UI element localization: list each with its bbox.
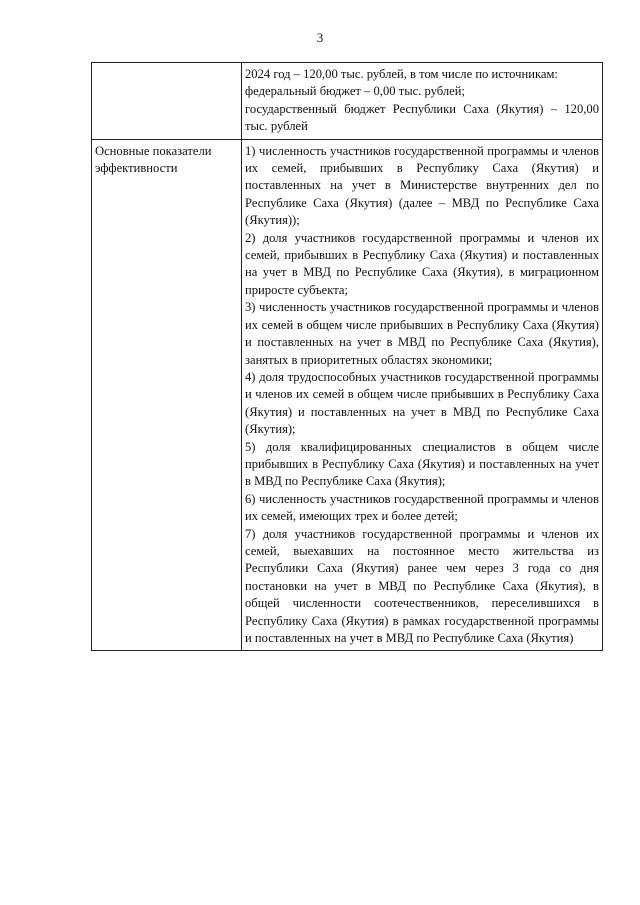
page-number: 3 [316, 30, 324, 45]
funding-line-total: 2024 год – 120,00 тыс. рублей, в том числе по источникам: [245, 67, 558, 81]
indicator-item-4: 4) доля трудоспособных участников государственной программы и членов их семей в общем числе прибывших в Республику Саха (Якутия) и поставленных на учет в МВД по Республике Саха (Якутия); [245, 369, 599, 437]
indicator-item-3: 3) численность участников государственной программы и членов их семей в общем числе прибывших в Республику Саха (Якутия) и поставленных на учет в МВД по Республике Саха (Якутия), занятых в приоритетных областях экономики; [245, 300, 599, 367]
indicator-item-7: 7) доля участников государственной программы и членов их семей, выехавших на постоянное место жительства из Республики Саха (Якутия) ранее чем через 3 года со дня постановки на учет в МВД по Республике Саха (Якутия), в общей численности соотечественников, переселившихся в Республику Саха (Якутия) в рамках государственной программы и поставленных на учет в МВД по Республике Саха (Якутия) [245, 526, 599, 645]
table-row-indicators [92, 139, 603, 651]
indicator-item-6: 6) численность участников государственной программы и членов их семей, имеющих трех и более детей; [245, 491, 599, 524]
funding-line-federal: федеральный бюджет – 0,00 тыс. рублей; [245, 84, 466, 99]
funding-line-regional: государственный бюджет Республики Саха (Якутия) – 120,00 тыс. рублей [245, 101, 599, 134]
row-value-funding [242, 63, 603, 140]
row-label [92, 63, 242, 140]
indicator-item-2: 2) доля участников государственной программы и членов их семей, прибывших в Республику Саха (Якутия) и поставленных на учет в МВД по Республике Саха (Якутия), в миграционном приросте субъекта; [245, 230, 599, 297]
program-passport-table [91, 62, 603, 651]
row-label-indicators: Основные показатели эффективности [92, 139, 242, 651]
indicator-item-1: 1) численность участников государственной программы и членов их семей, прибывших в Республику Саха (Якутия) и поставленных на учет в Министерстве внутренних дел по Республике Саха (Якутия) (далее – МВД по Республике Саха (Якутия)); [245, 143, 599, 228]
table-row-funding [92, 63, 603, 140]
indicator-item-5: 5) доля квалифицированных специалистов в общем числе прибывших в Республику Саха (Якутия) и поставленных на учет в МВД по Республике Саха (Якутия); [245, 439, 599, 489]
row-value-indicators [242, 139, 603, 651]
